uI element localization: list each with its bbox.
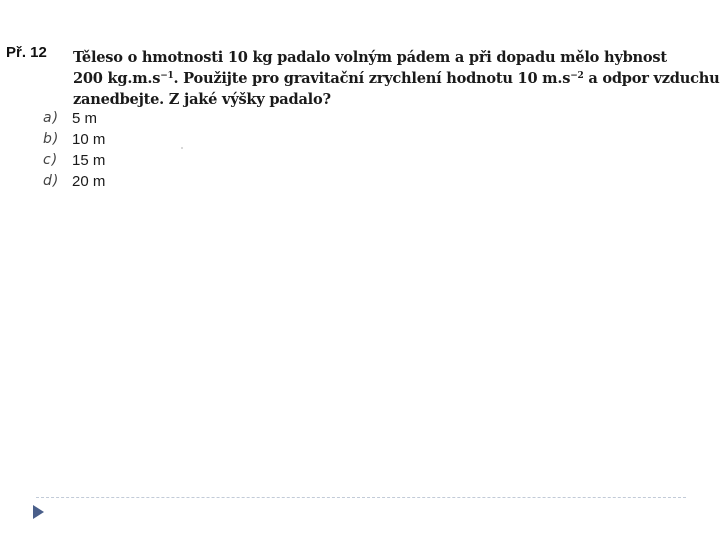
option-a[interactable]: [40, 110, 200, 131]
option-value: 5 m: [72, 110, 98, 127]
option-b[interactable]: [40, 131, 200, 152]
option-d[interactable]: [40, 173, 200, 194]
triangle-right-icon[interactable]: [33, 505, 44, 519]
option-letter: a): [43, 110, 60, 126]
question-line-3: zanedbejte. Z jaké výšky padalo?: [73, 91, 331, 108]
exponent-1: −1: [160, 71, 174, 81]
question-line-2: [73, 68, 720, 89]
artifact-dot: [181, 147, 183, 149]
option-value: 10 m: [72, 131, 106, 148]
question-text: [73, 47, 720, 110]
option-letter: d): [43, 173, 60, 189]
question-line-2-part-c: a odpor vzduchu: [583, 70, 720, 87]
problem-label: Př. 12: [6, 44, 47, 61]
question-line-2-part-a: 200 kg.m.s: [73, 70, 161, 87]
option-letter: b): [43, 131, 60, 147]
footer-divider: [36, 497, 686, 498]
answer-options: [40, 110, 200, 194]
option-c[interactable]: [40, 152, 200, 173]
question-line-2-part-b: . Použijte pro gravitační zrychlení hodnotu 10 m.s: [173, 70, 571, 87]
option-value: 15 m: [72, 152, 106, 169]
option-value: 20 m: [72, 173, 106, 190]
question-line-1: Těleso o hmotnosti 10 kg padalo volným pádem a při dopadu mělo hybnost: [73, 49, 667, 66]
option-letter: c): [43, 152, 59, 168]
exponent-2: −2: [570, 71, 584, 81]
